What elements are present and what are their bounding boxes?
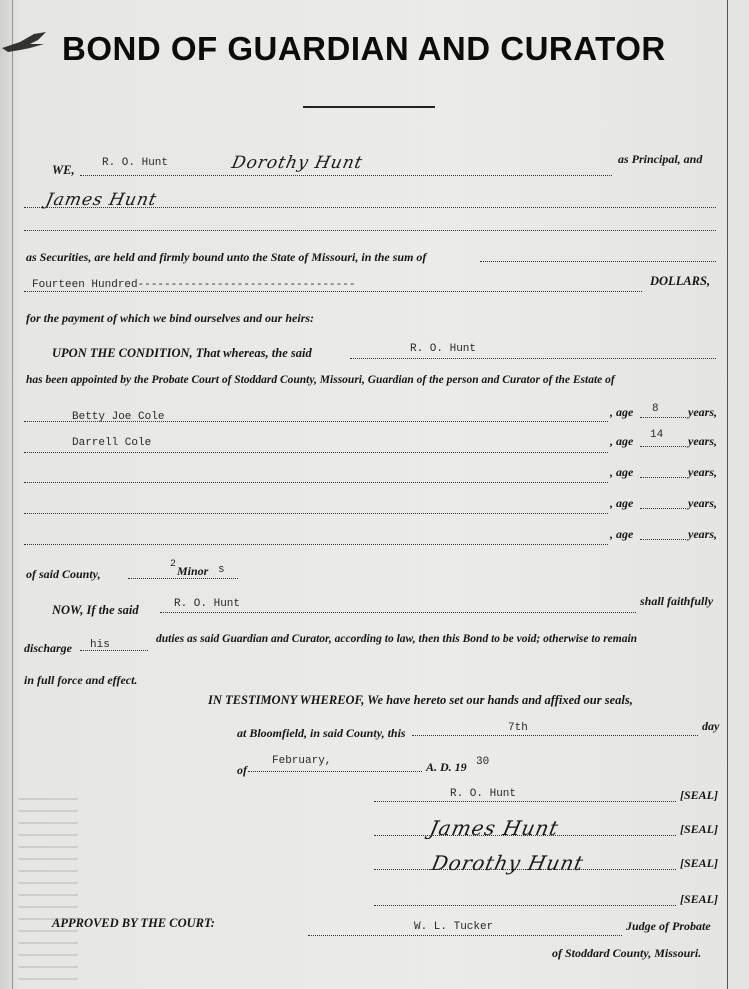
- years-label: years,: [688, 405, 717, 419]
- appointed-text: has been appointed by the Probate Court of Stoddard County, Missouri, Guardian of the person and Curator of the Estate of: [26, 374, 615, 386]
- age-line: [640, 446, 686, 447]
- minor-name: Betty Joe Cole: [72, 411, 165, 423]
- condition-text: UPON THE CONDITION, That whereas, the said: [52, 346, 312, 360]
- signer-signature: Dorothy Hunt: [429, 851, 587, 875]
- now-line: [160, 612, 636, 613]
- testimony-text: IN TESTIMONY WHEREOF, We have hereto set our hands and affixed our seals,: [208, 693, 633, 707]
- years-label: years,: [688, 465, 717, 479]
- age-label: , age: [610, 434, 634, 448]
- month-line: [248, 771, 422, 772]
- age-line: [640, 539, 686, 540]
- day-line: [412, 735, 698, 736]
- securities-line-1: [24, 207, 716, 208]
- sum-line: [480, 261, 716, 262]
- minor-label: Minor: [177, 564, 209, 578]
- seal-label: [SEAL]: [680, 788, 719, 802]
- month-value: February,: [272, 755, 332, 767]
- force-text: in full force and effect.: [24, 673, 138, 687]
- age-label: , age: [610, 405, 634, 419]
- now-text: NOW, If the said: [52, 603, 139, 617]
- age-label: , age: [610, 527, 634, 541]
- seal-label: [SEAL]: [680, 856, 719, 870]
- minor-name: Darrell Cole: [72, 437, 152, 449]
- margin-smudge: [18, 790, 78, 980]
- years-label: years,: [688, 434, 717, 448]
- title-underline: [303, 106, 435, 108]
- we-label: WE,: [52, 163, 75, 177]
- condition-line: [350, 358, 716, 359]
- age-label: , age: [610, 496, 634, 510]
- discharge-pronoun: his: [90, 639, 110, 651]
- minor-line: [24, 452, 608, 453]
- faithfully-label: shall faithfully: [640, 594, 714, 608]
- eagle-emblem-icon: [0, 30, 50, 60]
- minor-age: 14: [650, 429, 664, 441]
- dollars-label: DOLLARS,: [650, 274, 711, 288]
- approved-text: APPROVED BY THE COURT:: [52, 916, 215, 930]
- month-of-label: of: [237, 763, 247, 777]
- county-text: of said County,: [26, 567, 101, 581]
- signature-line: [374, 905, 676, 906]
- age-line: [640, 508, 686, 509]
- judge-name: W. L. Tucker: [414, 921, 494, 933]
- minor-count: 2: [170, 559, 177, 570]
- securities-text: as Securities, are held and firmly bound unto the State of Missouri, in the sum of: [26, 250, 427, 264]
- as-principal-label: as Principal, and: [618, 152, 703, 166]
- age-label: , age: [610, 465, 634, 479]
- discharge-rest: duties as said Guardian and Curator, according to law, then this Bond to be void; otherwise to remain: [156, 633, 638, 645]
- amount-line: [24, 291, 642, 292]
- signature-dorothy-hunt: Dorothy Hunt: [229, 153, 365, 173]
- minor-line: [24, 482, 608, 483]
- year-value: 30: [476, 756, 490, 768]
- signer-signature: James Hunt: [427, 816, 562, 840]
- principal-name: R. O. Hunt: [102, 157, 169, 169]
- place-text: at Bloomfield, in said County, this: [237, 726, 406, 740]
- signature-line: [374, 835, 676, 836]
- principal-line: [80, 175, 612, 176]
- minor-line: [24, 513, 608, 514]
- discharge-text: discharge: [24, 641, 72, 655]
- left-edge-line: [12, 0, 13, 989]
- years-label: years,: [688, 527, 717, 541]
- county-label: of Stoddard County, Missouri.: [552, 946, 702, 960]
- years-label: years,: [688, 496, 717, 510]
- ad-label: A. D. 19: [426, 760, 467, 774]
- right-edge-line: [727, 0, 728, 989]
- condition-name: R. O. Hunt: [410, 343, 477, 355]
- judge-label: Judge of Probate: [626, 919, 711, 933]
- signature-line: [374, 869, 676, 870]
- minor-plural: s: [218, 564, 225, 576]
- minor-line: [24, 421, 608, 422]
- signature-line: [374, 801, 676, 802]
- minor-line: [24, 544, 608, 545]
- judge-line: [308, 935, 622, 936]
- payment-text: for the payment of which we bind ourselves and our heirs:: [26, 311, 315, 325]
- signature-james-hunt: James Hunt: [43, 190, 159, 210]
- signer-name: R. O. Hunt: [450, 788, 517, 800]
- age-line: [640, 417, 686, 418]
- securities-line-2: [24, 230, 716, 231]
- seal-label: [SEAL]: [680, 822, 719, 836]
- now-name: R. O. Hunt: [174, 598, 241, 610]
- day-value: 7th: [508, 722, 528, 734]
- bond-amount: Fourteen Hundred---------------------------------: [32, 279, 356, 291]
- minor-age: 8: [652, 403, 659, 415]
- day-label: day: [702, 719, 720, 733]
- seal-label: [SEAL]: [680, 892, 719, 906]
- age-line: [640, 477, 686, 478]
- page-title: BOND OF GUARDIAN AND CURATOR: [62, 30, 666, 67]
